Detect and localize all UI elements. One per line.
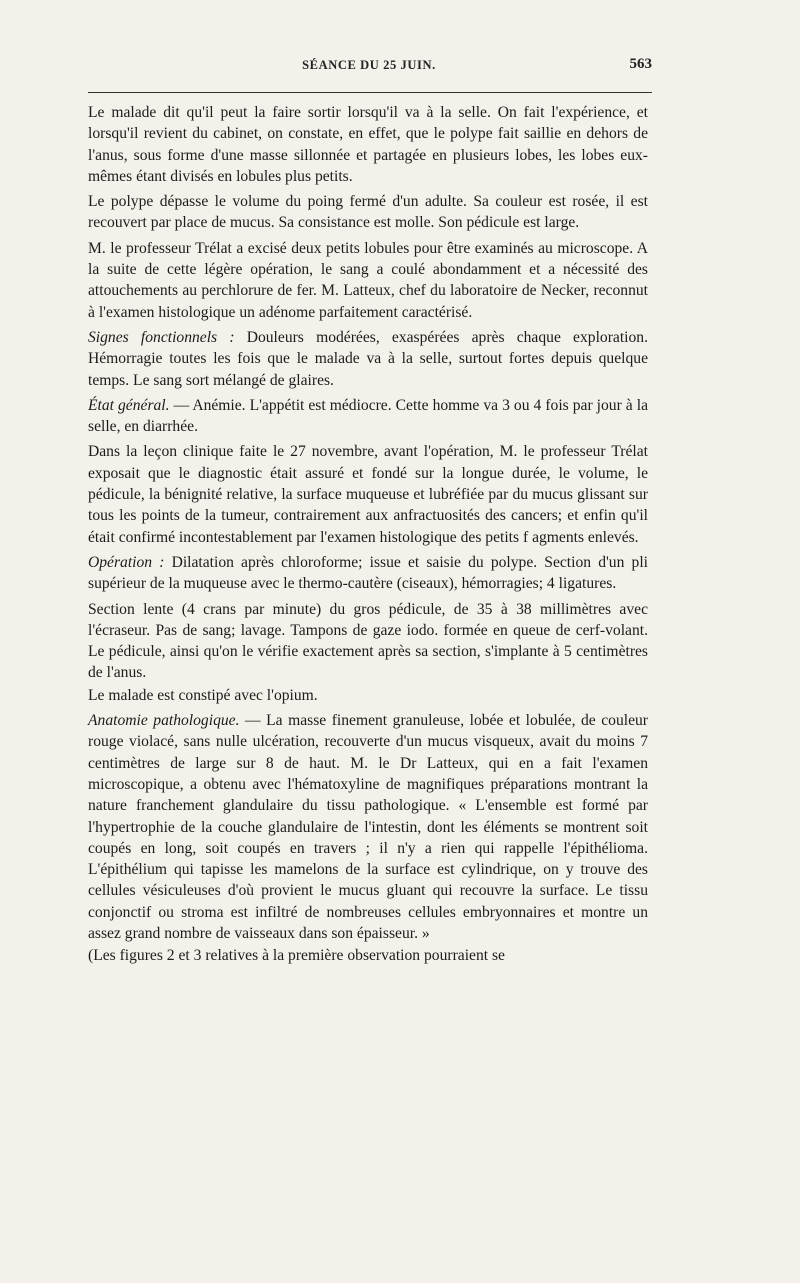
paragraph	[88, 599, 648, 684]
paragraph-lead: Anatomie pathologique.	[88, 712, 240, 730]
page-number: 563	[629, 56, 652, 72]
paragraph	[88, 327, 648, 391]
paragraph-text: Dilatation après chloroforme; issue et saisie du polype. Section d'un pli supérieur de la muqueuse avec le thermo-cautère (ciseaux), hémorragies; 4 ligatures.	[88, 553, 648, 593]
paragraph-lead: Opération :	[88, 553, 165, 571]
body-text	[88, 102, 648, 971]
paragraph	[88, 710, 648, 944]
paragraph	[88, 395, 648, 438]
paragraph-text: Le polype dépasse le volume du poing fermé d'un adulte. Sa couleur est rosée, il est recouvert par place de mucus. Sa consistance est molle. Son pédicule est large.	[88, 193, 648, 232]
paragraph-lead: Signes fonctionnels :	[88, 328, 235, 346]
paragraph-lead: État général.	[88, 396, 170, 414]
paragraph	[88, 552, 648, 595]
paragraph-text: — Anémie. L'appétit est médiocre. Cette homme va 3 ou 4 fois par jour à la selle, en diarrhée.	[88, 396, 648, 436]
header-rule	[88, 92, 652, 93]
paragraph-text: (Les figures 2 et 3 relatives à la première observation pourraient se	[88, 947, 505, 965]
paragraph	[88, 685, 648, 706]
paragraph	[88, 238, 648, 323]
running-head: SÉANCE DU 25 JUIN.	[302, 58, 436, 72]
paragraph-text: Douleurs modérées, exaspérées après chaque exploration. Hémorragie toutes les fois que le malade va à la selle, surtout fortes depuis quelque temps. Le sang sort mélangé de glaires.	[88, 328, 648, 389]
paragraph-text: Dans la leçon clinique faite le 27 novembre, avant l'opération, M. le professeur Trélat exposait que le diagnostic était assuré et fondé sur la longue durée, le volume, le pédicule, la bénignité relative, la surface muqueuse et lubréfiée par du mucus glissant sur tous les points de la tumeur, contrairement aux anfractuosités des cancers; et enfin qu'il était confirmé incontestablement par l'examen histologique des petits f agments enlevés.	[88, 443, 648, 546]
paragraph-text: M. le professeur Trélat a excisé deux petits lobules pour être examinés au microscope. A la suite de cette légère opération, le sang a coulé abondamment et a nécessité des attouchements au perchlorure de fer. M. Latteux, chef du laboratoire de Necker, reconnut à l'examen histologique un adénome parfaitement caractérisé.	[88, 239, 648, 321]
paragraph-text: — La masse finement granuleuse, lobée et lobulée, de couleur rouge violacé, sans nulle ulcération, recouverte d'un mucus visqueux, avait du moins 7 centimètres de large sur 8 de haut. M. le Dr Latteux, qui en a fait l'examen microscopique, a obtenu avec l'hématoxyline de magnifiques préparations montrant la nature franchement glandulaire du tissu pathologique. « L'ensemble est formé par l'hypertrophie de la couche glandulaire de l'intestin, dont les éléments se montrent soit coupés en long, soit coupés en travers ; il n'y a rien qui rappelle l'épithélioma. L'épithélium qui tapisse les mamelons de la surface est cylindrique, on y trouve des cellules vésiculeuses d'où provient le mucus gluant qui recouvre la surface. Le tissu conjonctif ou stroma est infiltré de nombreuses cellules embryonnaires et montre un assez grand nombre de vaisseaux dans son épaisseur. »	[88, 712, 649, 942]
paragraph-text: Le malade dit qu'il peut la faire sortir lorsqu'il va à la selle. On fait l'expérience, et lorsqu'il revient du cabinet, on constate, en effet, que le polype fait saillie en dehors de l'anus, sous forme d'une masse sillonnée et partagée en plusieurs lobes, les lobes eux-mêmes étant divisés en lobules plus petits.	[88, 104, 648, 185]
paragraph-text: Le malade est constipé avec l'opium.	[88, 686, 318, 704]
page-header	[88, 58, 650, 86]
paragraph-text: Section lente (4 crans par minute) du gros pédicule, de 35 à 38 millimètres avec l'écraseur. Pas de sang; lavage. Tampons de gaze iodo. formée en queue de cerf-volant. Le pédicule, ainsi qu'on le vérifie exactement après sa section, s'implante à 5 centimètres de l'anus.	[88, 600, 648, 682]
paragraph	[88, 945, 648, 966]
paragraph	[88, 441, 648, 547]
paragraph	[88, 191, 648, 234]
paragraph	[88, 102, 648, 187]
